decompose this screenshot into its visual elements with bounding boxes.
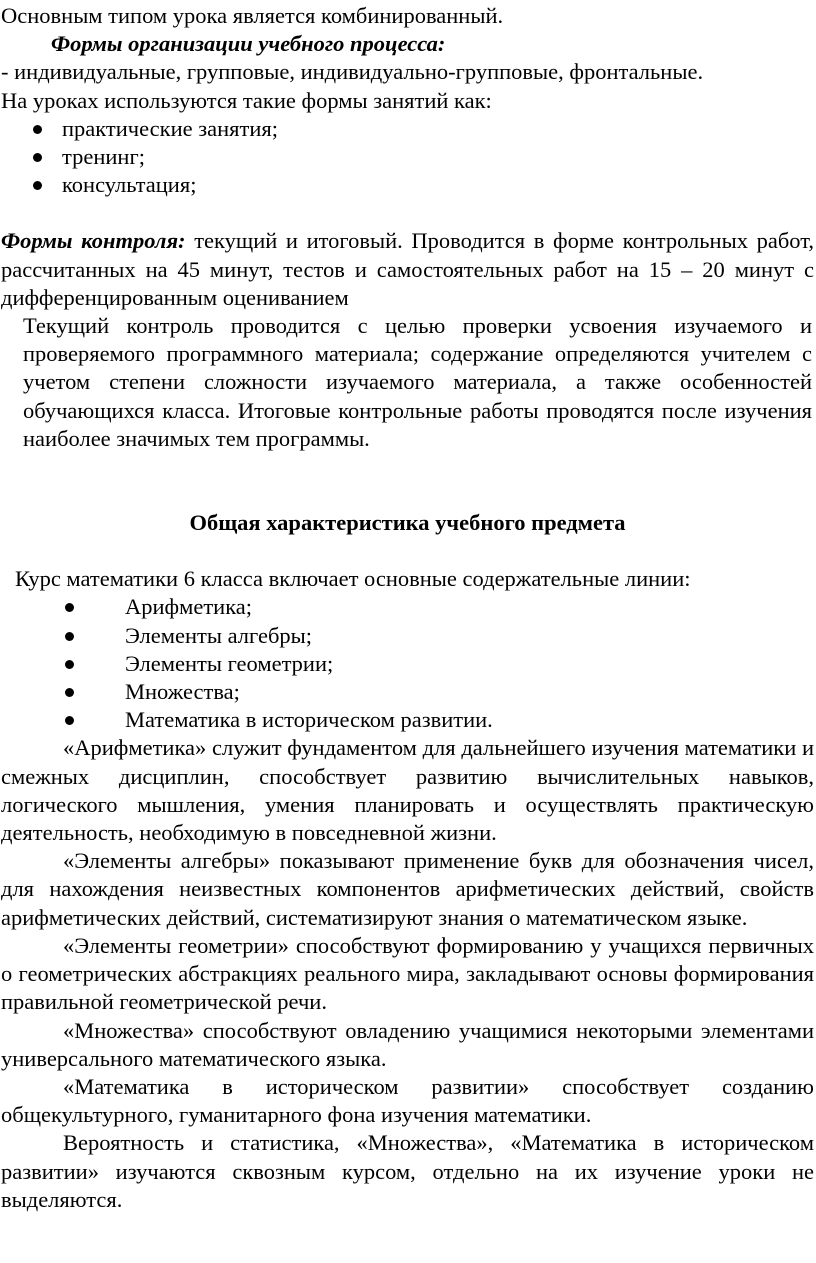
bullet-icon xyxy=(65,688,74,697)
current-control-paragraph: Текущий контроль проводится с целью проверки усвоения изучаемого и проверяемого программного материала; содержание определяются учителем с учетом степени сложности изучаемого материала, а также особенностей обучающихся класса. Итоговые контрольные работы проводятся после изучения наиболее значимых тем программы. xyxy=(23,313,812,451)
list-item: Элементы геометрии; xyxy=(1,650,814,678)
control-forms-label: Формы контроля: xyxy=(1,228,186,254)
list-item: Элементы алгебры; xyxy=(1,622,814,650)
list-item: Арифметика; xyxy=(1,593,814,621)
lesson-forms-list xyxy=(1,115,814,200)
list-item: практические занятия; xyxy=(1,115,814,143)
spacer xyxy=(1,199,814,227)
probability-paragraph: Вероятность и статистика, «Множества», «Математика в историческом развитии» изучаются сквозным курсом, отдельно на их изучение уроки не выделяются. xyxy=(1,1130,814,1212)
list-item: Множества; xyxy=(1,678,814,706)
forms-organization-title: Формы организации учебного процесса: xyxy=(51,31,446,57)
course-lines-list xyxy=(1,593,814,734)
bullet-icon xyxy=(65,716,74,725)
course-intro: Курс математики 6 класса включает основные содержательные линии: xyxy=(15,566,691,592)
bullet-icon xyxy=(33,181,42,190)
algebra-paragraph: «Элементы алгебры» показывают применение букв для обозначения чисел, для нахождения неизвестных компонентов арифметических действий, свойств арифметических действий, систематизируют знания о математическом языке. xyxy=(1,848,814,930)
spacer xyxy=(1,537,814,565)
list-item: Математика в историческом развитии. xyxy=(1,706,814,734)
lesson-forms-intro: На уроках используются такие формы занятий как: xyxy=(1,87,492,113)
list-item: тренинг; xyxy=(1,143,814,171)
list-item: консультация; xyxy=(1,171,814,199)
arithmetic-paragraph: «Арифметика» служит фундаментом для дальнейшего изучения математики и смежных дисциплин, способствует развитию вычислительных навыков, логического мышления, умения планировать и осуществлять практическую деятельность, необходимую в повседневной жизни. xyxy=(1,735,814,846)
bullet-icon xyxy=(65,632,74,641)
control-forms-text: текущий и итоговый. Проводится в форме контрольных работ, рассчитанных на 45 минут, тестов и самостоятельных работ на 15 – 20 минут с дифференцированным оцениванием xyxy=(1,228,814,310)
bullet-icon xyxy=(65,660,74,669)
intro-line: Основным типом урока является комбинированный. xyxy=(1,3,504,28)
history-paragraph: «Математика в историческом развитии» способствует созданию общекультурного, гуманитарного фона изучения математики. xyxy=(1,1073,814,1128)
control-forms-paragraph xyxy=(1,227,814,312)
spacer xyxy=(1,453,814,509)
sets-paragraph: «Множества» способствуют овладению учащимися некоторыми элементами универсального математического языка. xyxy=(1,1017,814,1071)
forms-organization-list: - индивидуальные, групповые, индивидуально-групповые, фронтальные. xyxy=(1,59,704,85)
bullet-icon xyxy=(65,603,74,612)
bullet-icon xyxy=(33,153,42,162)
section-title: Общая характеристика учебного предмета xyxy=(189,510,626,536)
geometry-paragraph: «Элементы геометрии» способствуют формированию у учащихся первичных о геометрических абстракциях реального мира, закладывают основы формирования правильной геометрической речи. xyxy=(1,932,814,1015)
bullet-icon xyxy=(33,125,42,134)
